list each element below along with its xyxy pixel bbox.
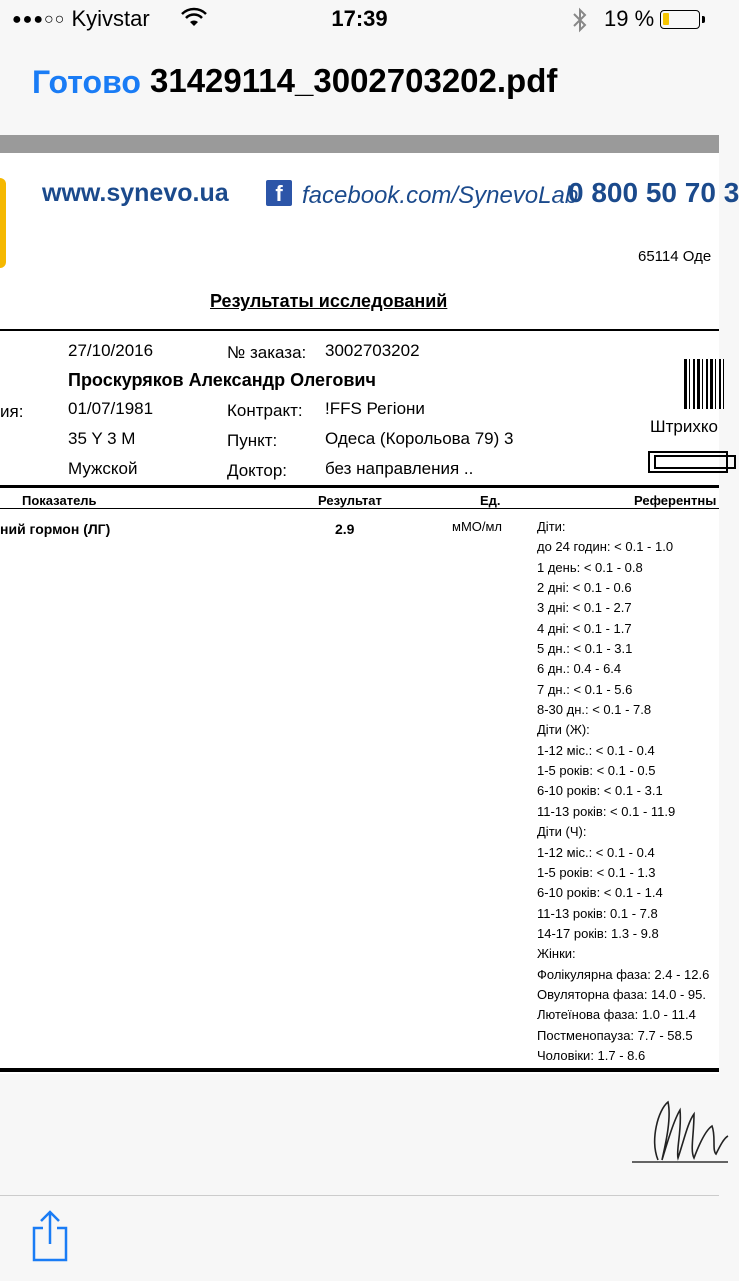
document-title: 31429114_3002703202.pdf [150,62,558,99]
reference-line: Фолікулярна фаза: 2.4 - 12.6 [537,966,710,982]
dob-value: 01/07/1981 [68,399,154,418]
done-button[interactable]: Готово [32,64,141,100]
doctor-label: Доктор: [227,461,288,480]
point-value: Одеса (Корольова 79) 3 [325,429,514,448]
reference-line: 11-13 років: < 0.1 - 11.9 [537,803,676,819]
divider [0,329,719,331]
reference-line: 6-10 років: < 0.1 - 1.4 [537,885,663,901]
doctor-value: без направления .. [325,459,474,478]
reference-line: 14-17 років: 1.3 - 9.8 [537,925,659,941]
contract-label: Контракт: [227,401,303,420]
point-label: Пункт: [227,431,278,450]
signal-icon: ●●●○○ [12,11,66,28]
barcode-label: Штрихко [650,417,718,436]
synevo-logo [0,178,6,268]
reference-line: 11-13 років: 0.1 - 7.8 [537,905,658,921]
contract-value: !FFS Регіони [325,399,425,418]
reference-list [537,517,737,1066]
row-result: 2.9 [335,521,355,537]
barcode-box [648,451,728,473]
phone-number: 0 800 50 70 3 [568,177,739,208]
facebook-link: facebook.com/SynevoLab [302,182,579,209]
reference-line: 5 дн.: < 0.1 - 3.1 [537,641,633,657]
barcode [684,359,724,409]
gender-value: Мужской [68,459,138,478]
dob-label: ия: [0,402,24,421]
table-bottom-line [0,1068,719,1072]
facebook-icon: f [266,180,292,206]
reference-line: Жінки: [537,946,576,962]
patient-name: Проскуряков Александр Олегович [68,370,376,390]
reference-line: Постменопауза: 7.7 - 58.5 [537,1027,693,1043]
age-value: 35 Y 3 M [68,429,136,448]
signature [628,1080,728,1170]
status-bar [0,0,719,40]
order-date: 27/10/2016 [68,341,154,360]
row-indicator: ний гормон (ЛГ) [0,521,111,537]
page-top-border [0,135,719,153]
table-header-line [0,508,719,509]
reference-line: Діти (Ж): [537,722,590,738]
reference-line: 1-12 міс.: < 0.1 - 0.4 [537,844,655,860]
website-link: www.synevo.ua [42,179,229,207]
battery-percent: 19 % [604,6,655,31]
row-unit: мМО/мл [452,519,503,534]
reference-line: Діти: [537,519,566,534]
table-top-line [0,485,719,488]
share-icon[interactable] [30,1208,70,1264]
pdf-page[interactable] [0,153,739,1074]
reference-line: 1-5 років: < 0.1 - 0.5 [537,763,656,779]
results-title: Результаты исследований [210,291,448,311]
carrier-name: Kyivstar [71,6,150,31]
reference-line: 1 день: < 0.1 - 0.8 [537,559,643,575]
reference-line: Діти (Ч): [537,824,587,840]
reference-line: 6 дн.: 0.4 - 6.4 [537,661,622,677]
order-label: № заказа: [227,343,307,362]
bluetooth-icon [572,7,588,33]
col-result: Результат [318,493,382,508]
reference-line: 8-30 дн.: < 0.1 - 7.8 [537,702,652,718]
reference-line: Овуляторна фаза: 14.0 - 95. [537,986,706,1002]
bottom-toolbar [0,1195,719,1281]
reference-line: 3 дні: < 0.1 - 2.7 [537,600,632,616]
nav-bar [0,40,719,123]
col-unit: Ед. [480,493,501,508]
reference-line: Лютеїнова фаза: 1.0 - 11.4 [537,1007,696,1023]
clock: 17:39 [331,6,388,31]
lab-address: 65114 Оде [638,248,712,265]
reference-line: 2 дні: < 0.1 - 0.6 [537,580,632,596]
reference-line: Чоловіки: 1.7 - 8.6 [537,1047,646,1063]
col-indicator: Показатель [22,493,97,508]
reference-line: 7 дн.: < 0.1 - 5.6 [537,681,633,697]
order-number: 3002703202 [325,341,420,360]
reference-line: 4 дні: < 0.1 - 1.7 [537,620,632,636]
reference-line: 6-10 років: < 0.1 - 3.1 [537,783,663,799]
col-reference: Референтны [634,493,717,508]
reference-line: до 24 годин: < 0.1 - 1.0 [537,539,674,555]
battery-icon [660,10,700,29]
reference-line: 1-12 міс.: < 0.1 - 0.4 [537,742,655,758]
reference-line: 1-5 років: < 0.1 - 1.3 [537,864,656,880]
